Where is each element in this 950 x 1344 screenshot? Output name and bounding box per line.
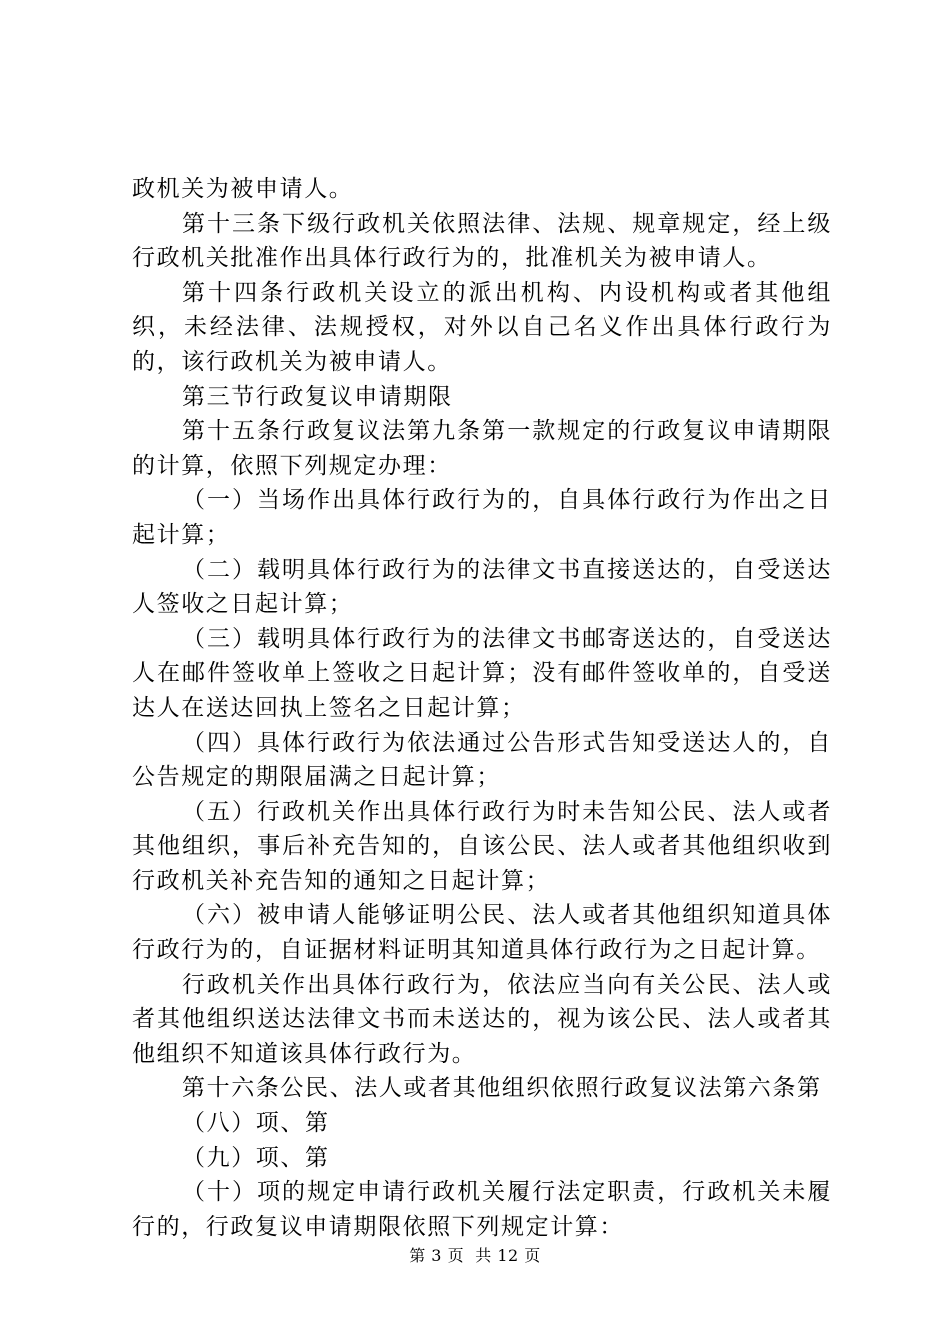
paragraph-article-13: 第十三条下级行政机关依照法律、法规、规章规定，经上级行政机关批准作出具体行政行为的，批准机关为被申请人。 — [132, 210, 832, 272]
paragraph-article-14: 第十四条行政机关设立的派出机构、内设机构或者其他组织，未经法律、法规授权，对外以自己名义作出具体行政行为的，该行政机关为被申请人。 — [132, 279, 832, 375]
list-item-6: （六）被申请人能够证明公民、法人或者其他组织知道具体行政行为的，自证据材料证明其知道具体行政行为之日起计算。 — [132, 902, 832, 964]
paragraph-article-15: 第十五条行政复议法第九条第一款规定的行政复议申请期限的计算，依照下列规定办理： — [132, 418, 832, 479]
page-number: 第 3 页 共 12 页 — [409, 1246, 541, 1265]
paragraph-non-delivery: 行政机关作出具体行政行为，依法应当向有关公民、法人或者其他组织送达法律文书而未送达的，视为该公民、法人或者其他组织不知道该具体行政行为。 — [132, 971, 832, 1067]
list-item-9: （九）项、第 — [182, 1144, 330, 1171]
list-item-1: （一）当场作出具体行政行为的，自具体行政行为作出之日起计算； — [132, 487, 832, 548]
document-body — [132, 172, 832, 1244]
list-item-10: （十）项的规定申请行政机关履行法定职责，行政机关未履行的，行政复议申请期限依照下列规定计算： — [132, 1179, 832, 1240]
list-item-2: （二）载明具体行政行为的法律文书直接送达的，自受送达人签收之日起计算； — [132, 556, 832, 618]
paragraph-continuation: 政机关为被申请人。 — [132, 176, 354, 202]
paragraph-article-16: 第十六条公民、法人或者其他组织依照行政复议法第六条第 — [182, 1075, 822, 1102]
list-item-8: （八）项、第 — [182, 1110, 330, 1137]
list-item-4: （四）具体行政行为依法通过公告形式告知受送达人的，自公告规定的期限届满之日起计算； — [132, 729, 832, 791]
list-item-5: （五）行政机关作出具体行政行为时未告知公民、法人或者其他组织，事后补充告知的，自该公民、法人或者其他组织收到行政机关补充告知的通知之日起计算； — [132, 798, 832, 894]
list-item-3: （三）载明具体行政行为的法律文书邮寄送达的，自受送达人在邮件签收单上签收之日起计算；没有邮件签收单的，自受送达人在送达回执上签名之日起计算； — [132, 625, 832, 721]
section-heading: 第三节行政复议申请期限 — [182, 383, 453, 410]
page-footer — [0, 1243, 950, 1266]
